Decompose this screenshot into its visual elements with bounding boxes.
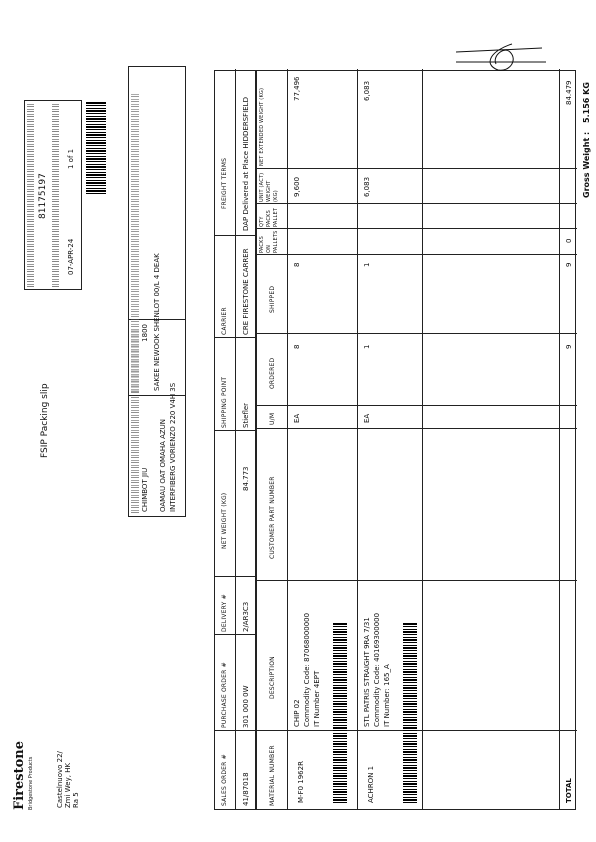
ship-to-line: CHIMBOT JIU bbox=[141, 467, 149, 512]
items-header-packs: PACKS ON PALLETS bbox=[259, 230, 279, 253]
logo-brand: Firestone bbox=[12, 740, 27, 810]
reference-barcode bbox=[86, 102, 106, 194]
company-address bbox=[56, 751, 80, 808]
row-description-line: IT Number: 165_A bbox=[383, 664, 391, 727]
row-unit-weight: 9,600 bbox=[293, 176, 301, 197]
items-header-shipped: SHIPPED bbox=[269, 285, 276, 313]
info-value-delivery: 2/AR3C3 bbox=[242, 601, 250, 632]
row-net-weight: 6,083 bbox=[363, 80, 371, 101]
total-net-weight: 84.479 bbox=[565, 80, 573, 105]
info-header-shipping-point: SHIPPING POINT bbox=[221, 376, 228, 428]
gross-weight-label: Gross Weight : bbox=[582, 131, 591, 198]
row-material: ACHRON 1 bbox=[367, 765, 375, 803]
info-header-sales-order: SALES ORDER # bbox=[221, 754, 228, 806]
company-logo bbox=[12, 741, 35, 810]
info-header-purchase-order: PURCHASE ORDER # bbox=[221, 662, 228, 728]
document-date: 07-APR-24 bbox=[67, 238, 75, 275]
gross-weight-value: 5.156 KG bbox=[582, 82, 591, 123]
items-header-net-weight: NET EXTENDED WEIGHT (KG) bbox=[259, 87, 265, 166]
total-ordered: 9 bbox=[565, 344, 573, 349]
total-packs: 0 bbox=[565, 238, 573, 243]
line-barcode bbox=[333, 623, 347, 803]
address-line: Castelnuovo 22/ bbox=[56, 751, 64, 808]
info-value-purchase-order: 301 000 0W bbox=[242, 685, 250, 728]
info-header-net-weight: NET WEIGHT (KG) bbox=[221, 492, 228, 549]
row-description-line: STL PATRIS STRAIGHT 9RA 7/31 bbox=[363, 617, 371, 727]
row-shipped: 8 bbox=[293, 262, 301, 267]
reference-redacted-2 bbox=[52, 103, 59, 287]
items-header-description: DESCRIPTION bbox=[269, 656, 276, 699]
handwritten-signature bbox=[452, 40, 548, 76]
ship-to-line: OAMAU OAT OMAHA AZUN bbox=[159, 418, 167, 512]
row-description-line: Commodity Code: 87068000000 bbox=[303, 612, 311, 727]
logo-tagline: Bridgestone Products bbox=[28, 756, 34, 810]
sold-to-line: SAKEE NEWOOK SHENLOT 00/L 4 DEAK bbox=[153, 253, 161, 391]
row-description-line: Commodity Code: 40169300000 bbox=[373, 612, 381, 727]
line-barcode bbox=[403, 623, 417, 803]
reference-redacted bbox=[27, 103, 34, 287]
page-title: FSIP Packing slip bbox=[40, 383, 50, 458]
total-shipped: 9 bbox=[565, 262, 573, 267]
row-description-line: CHIP 02 bbox=[293, 699, 301, 727]
items-header-unit-weight: UNIT (ACT) WEIGHT (KG) bbox=[259, 172, 279, 202]
address-line: Ra 5 bbox=[72, 792, 80, 808]
address-line: Zmi Wey, HK bbox=[64, 762, 72, 808]
row-ordered: 1 bbox=[363, 344, 371, 349]
row-ordered: 8 bbox=[293, 344, 301, 349]
row-material: M-F0 1962R bbox=[297, 761, 305, 803]
ship-to-line: INTERFIBERG VORIENZO 220 V4H 3S bbox=[169, 382, 177, 512]
info-value-carrier: CRE FIRESTONE CARRER bbox=[242, 248, 250, 335]
info-header-delivery: DELIVERY # bbox=[221, 594, 228, 632]
items-header-customer-part: CUSTOMER PART NUMBER bbox=[269, 476, 276, 559]
row-description-line: IT Number 4EPT bbox=[313, 670, 321, 727]
ship-to-code: 1800 bbox=[141, 324, 149, 342]
total-label: TOTAL bbox=[565, 778, 573, 803]
gross-weight bbox=[582, 82, 591, 198]
page-number: 1 of 1 bbox=[67, 148, 75, 169]
info-value-shipping-point: Stiefler bbox=[242, 402, 250, 428]
row-um: EA bbox=[363, 413, 371, 423]
items-table bbox=[256, 70, 576, 810]
reference-box bbox=[24, 100, 82, 290]
info-value-net-weight: 84.773 bbox=[242, 466, 250, 491]
items-header-material: MATERIAL NUMBER bbox=[269, 745, 276, 806]
row-shipped: 1 bbox=[363, 262, 371, 267]
info-table bbox=[214, 70, 256, 810]
info-header-carrier: CARRIER bbox=[221, 307, 228, 335]
info-value-freight-terms: DAP Delivered at Place HIDDERSFIELD bbox=[242, 97, 250, 231]
document-number: 81175197 bbox=[38, 173, 48, 219]
row-um: EA bbox=[293, 413, 301, 423]
row-unit-weight: 6,083 bbox=[363, 176, 371, 197]
info-header-freight-terms: FREIGHT TERMS bbox=[221, 157, 228, 209]
items-header-ordered: ORDERED bbox=[269, 357, 276, 389]
row-net-weight: 77,496 bbox=[293, 76, 301, 101]
items-header-qty-packs: QTY PACKS PALLET bbox=[259, 207, 279, 227]
info-value-sales-order: 41/87018 bbox=[242, 772, 250, 806]
sold-to-box bbox=[128, 66, 186, 396]
items-header-um: U/M bbox=[269, 412, 276, 425]
sold-to-header-redacted bbox=[131, 92, 139, 392]
